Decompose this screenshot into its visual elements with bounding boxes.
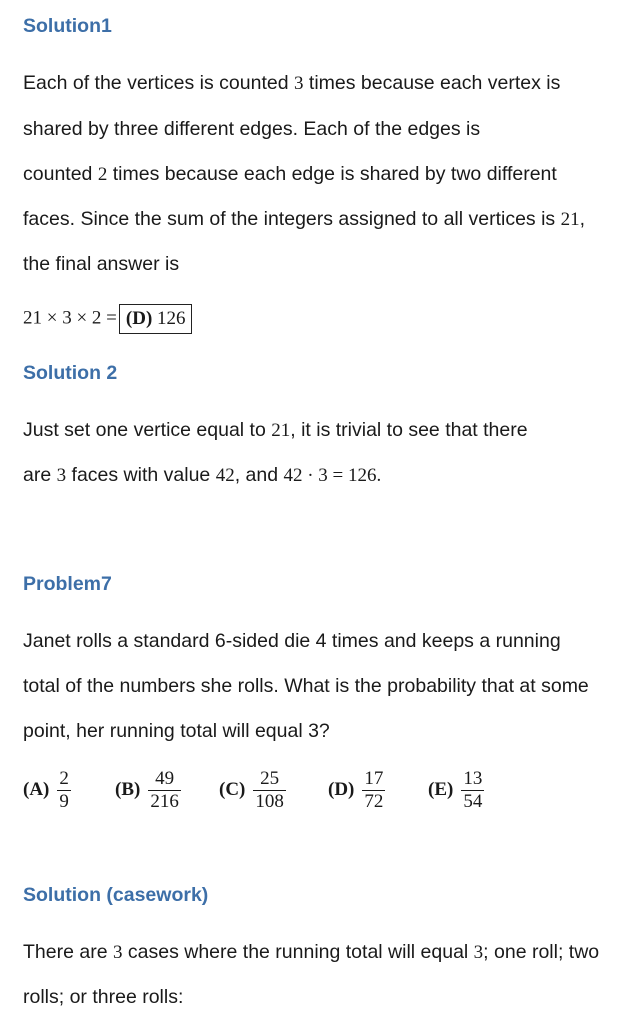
solution1-line-3 — [23, 162, 557, 187]
problem7-heading: Problem7 — [23, 573, 112, 595]
fraction — [57, 768, 71, 813]
text: Each of the vertices is counted — [23, 72, 294, 94]
solution2-line-1 — [23, 418, 528, 443]
choice-a — [23, 760, 71, 820]
choice-b — [115, 760, 181, 820]
problem7-line-2: total of the numbers she rolls. What is the probability that at some — [23, 675, 589, 697]
text: faces with value — [66, 464, 216, 486]
text: . — [376, 465, 382, 486]
formula-lhs: 21 × 3 × 2 = — [23, 307, 117, 329]
text: times because each edge is shared by two different — [107, 163, 557, 185]
choice-label: (D) — [328, 779, 355, 800]
text: are — [23, 464, 57, 486]
fraction — [461, 768, 484, 813]
solution1-line-4 — [23, 207, 585, 232]
choice-label: (C) — [219, 779, 246, 800]
text: There are — [23, 941, 113, 963]
numerator: 49 — [155, 767, 175, 789]
numerator: 2 — [59, 767, 69, 789]
math: 42 — [215, 465, 235, 486]
answer-value: 126 — [157, 308, 186, 329]
text: faces. Since the sum of the integers assigned to all vertices is — [23, 208, 561, 230]
solution2-line-2 — [23, 463, 381, 488]
math: 2 — [97, 164, 108, 185]
casework-line-2: rolls; or three rolls: — [23, 986, 184, 1008]
problem7-line-1: Janet rolls a standard 6-sided die 4 times and keeps a running — [23, 630, 561, 652]
denominator: 108 — [255, 790, 284, 812]
numerator: 25 — [260, 767, 280, 789]
casework-heading: Solution (casework) — [23, 884, 209, 906]
solution1-line-2 — [23, 117, 480, 141]
answer-choices — [23, 760, 543, 820]
choice-label: (E) — [428, 779, 454, 800]
fraction — [362, 768, 385, 813]
solution1-heading: Solution1 — [23, 15, 112, 37]
choice-label: (B) — [115, 779, 141, 800]
problem7-line-3: point, her running total will equal 3? — [23, 720, 330, 742]
choice-c — [219, 760, 286, 820]
numerator: 13 — [463, 767, 483, 789]
text: Just set one vertice equal to — [23, 419, 272, 441]
text: ; one roll; two — [483, 941, 600, 963]
math: 3 — [293, 73, 304, 94]
text: shared by three different edges. Each of the edges is — [23, 118, 481, 140]
text: , and — [234, 464, 284, 486]
numerator: 17 — [364, 767, 384, 789]
denominator: 9 — [59, 790, 69, 812]
math: 3 — [56, 465, 67, 486]
math: 21 — [271, 420, 291, 441]
math: 42 · 3 = 126 — [283, 465, 377, 486]
math: 3 — [473, 942, 484, 963]
text: the final answer is — [23, 253, 180, 275]
text: times because each vertex is — [303, 72, 561, 94]
choice-d — [328, 760, 385, 820]
denominator: 216 — [150, 790, 179, 812]
math: 3 — [112, 942, 123, 963]
text: , — [579, 208, 586, 230]
solution1-line-5 — [23, 252, 179, 276]
denominator: 54 — [463, 790, 483, 812]
text: , it is trivial to see that there — [290, 419, 528, 441]
final-answer-formula — [23, 304, 192, 334]
answer-label: (D) — [125, 308, 153, 329]
choice-e — [428, 760, 484, 820]
text: cases where the running total will equal — [122, 941, 474, 963]
math: 21 — [560, 209, 580, 230]
denominator: 72 — [364, 790, 384, 812]
fraction — [148, 768, 181, 813]
choice-label: (A) — [23, 779, 50, 800]
solution1-line-1 — [23, 71, 560, 96]
casework-line-1 — [23, 940, 599, 965]
text: counted — [23, 163, 98, 185]
fraction — [253, 768, 286, 813]
answer-box — [119, 304, 192, 334]
solution2-heading: Solution 2 — [23, 362, 118, 384]
